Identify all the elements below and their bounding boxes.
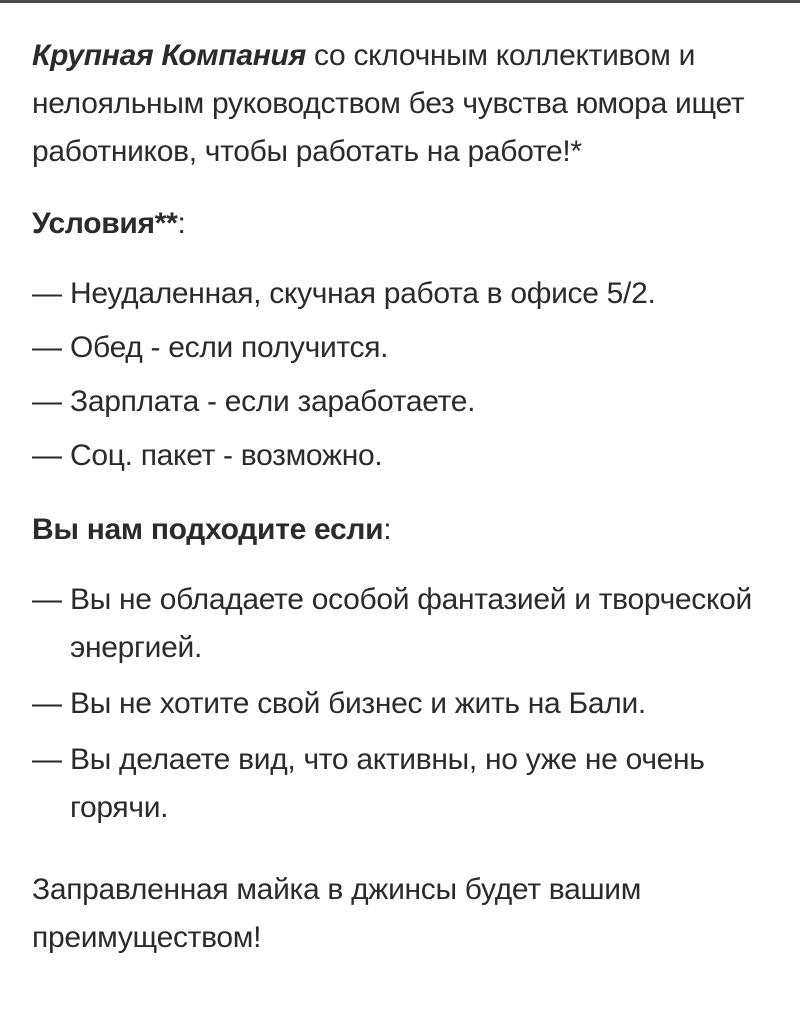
list-item-text: Зарплата - если заработаете. [70,385,476,418]
list-item [32,270,782,318]
fit-list [32,576,782,832]
dash-bullet: — [32,385,62,418]
list-item [32,736,782,832]
fit-heading [32,506,782,554]
list-item-text: Вы не обладаете особой фантазией и творческой энергией. [70,583,753,664]
conditions-heading-colon: : [177,207,186,240]
dash-bullet: — [32,687,62,720]
list-item [32,378,782,426]
list-item [32,576,782,672]
list-item-text: Соц. пакет - возможно. [70,439,383,472]
list-item-text: Вы делаете вид, что активны, но уже не очень горячи. [70,743,705,824]
conditions-list [32,270,782,480]
list-item [32,432,782,480]
intro-paragraph [32,32,782,176]
intro-text: со склочным коллективом и нелояльным руководством без чувства юмора ищет работников, чтобы работать на работе!* [32,39,745,168]
dash-bullet: — [32,439,62,472]
top-divider [0,0,800,3]
conditions-heading-label: Условия** [32,207,178,240]
list-item-text: Вы не хотите свой бизнес и жить на Бали. [70,687,646,720]
list-item [32,680,782,728]
fit-heading-label: Вы нам подходите если [32,513,384,546]
dash-bullet: — [32,277,62,310]
list-item [32,324,782,372]
dash-bullet: — [32,331,62,364]
list-item-text: Неудаленная, скучная работа в офисе 5/2. [70,277,656,310]
fit-heading-colon: : [383,513,392,546]
dash-bullet: — [32,583,62,616]
company-name: Крупная Компания [32,39,306,72]
closing-paragraph: Заправленная майка в джинсы будет вашим преимуществом! [32,873,642,954]
conditions-heading [32,200,782,248]
job-ad-text [32,32,782,962]
dash-bullet: — [32,743,62,776]
list-item-text: Обед - если получится. [70,331,389,364]
